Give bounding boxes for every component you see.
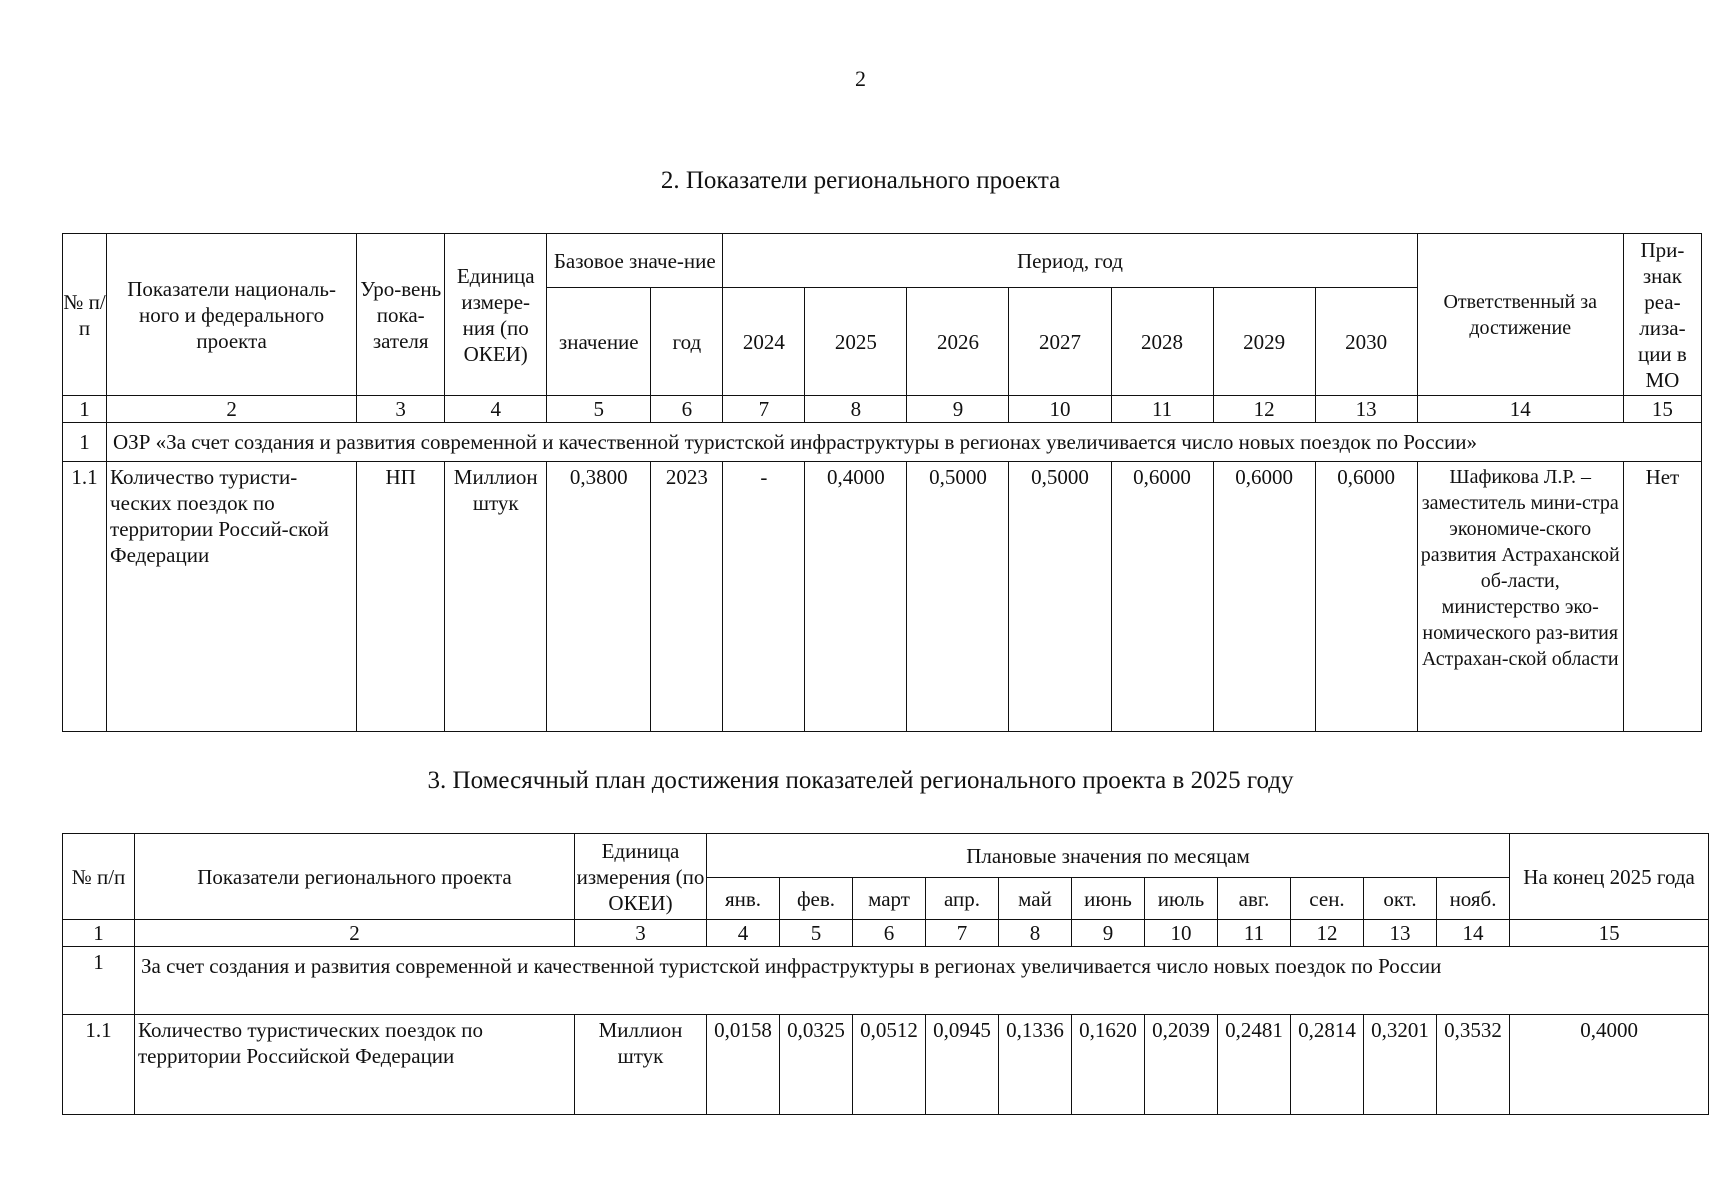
column-number: 6: [651, 396, 723, 423]
column-number: 14: [1417, 396, 1623, 423]
column-number: 8: [999, 920, 1072, 947]
header-month: окт.: [1364, 878, 1437, 920]
column-number: 5: [780, 920, 853, 947]
header-unit: Единица измере-ния (по ОКЕИ): [445, 234, 547, 396]
header-indicators: Показатели националь-ного и федерального проекта: [107, 234, 357, 396]
header-month: нояб.: [1437, 878, 1510, 920]
column-number: 13: [1364, 920, 1437, 947]
header-month: июль: [1145, 878, 1218, 920]
header-unit: Единица измерения (по ОКЕИ): [575, 834, 707, 920]
goal-row-num: 1: [63, 423, 107, 462]
section-2-title: 2. Показатели регионального проекта: [660, 167, 1061, 194]
header-year: 2030: [1315, 288, 1417, 396]
column-number: 5: [547, 396, 651, 423]
header-base: Базовое значе-ние: [547, 234, 723, 288]
column-number: 6: [853, 920, 926, 947]
year-value: 0,6000: [1111, 462, 1213, 732]
column-number: 3: [357, 396, 445, 423]
header-month: сен.: [1291, 878, 1364, 920]
header-mo-flag: При-знак реа-лиза-ции в МО: [1623, 234, 1701, 396]
row-num: 1.1: [63, 1015, 135, 1115]
column-number: 9: [1072, 920, 1145, 947]
month-value: 0,1620: [1072, 1015, 1145, 1115]
year-value: 0,6000: [1213, 462, 1315, 732]
header-period: Период, год: [723, 234, 1417, 288]
month-value: 0,3201: [1364, 1015, 1437, 1115]
header-indicators: Показатели регионального проекта: [135, 834, 575, 920]
column-number: 15: [1510, 920, 1709, 947]
indicator-unit: Миллион штук: [445, 462, 547, 732]
month-value: 0,2481: [1218, 1015, 1291, 1115]
goal-row-text: ОЗР «За счет создания и развития современной и качественной туристской инфраструктуры в регионах увеличивается число новых поездок по России»: [107, 423, 1702, 462]
header-month: июнь: [1072, 878, 1145, 920]
goal-row-num: 1: [63, 947, 135, 1015]
year-value: 0,4000: [805, 462, 907, 732]
header-year: 2029: [1213, 288, 1315, 396]
column-number: 11: [1218, 920, 1291, 947]
indicator-name: Количество туристических поездок по территории Российской Федерации: [135, 1015, 575, 1115]
column-number: 10: [1145, 920, 1218, 947]
header-num: № п/п: [63, 834, 135, 920]
column-number: 12: [1213, 396, 1315, 423]
column-number: 1: [63, 396, 107, 423]
column-number: 9: [907, 396, 1009, 423]
year-value: -: [723, 462, 805, 732]
column-number: 2: [107, 396, 357, 423]
header-month: март: [853, 878, 926, 920]
header-year: 2025: [805, 288, 907, 396]
header-base-value: значение: [547, 288, 651, 396]
header-level: Уро-вень пока-зателя: [357, 234, 445, 396]
month-value: 0,3532: [1437, 1015, 1510, 1115]
table-row: [63, 462, 1702, 732]
year-end-value: 0,4000: [1510, 1015, 1709, 1115]
page-number: 2: [855, 66, 866, 91]
column-number: 15: [1623, 396, 1701, 423]
year-value: 0,6000: [1315, 462, 1417, 732]
header-month: май: [999, 878, 1072, 920]
header-num: № п/п: [63, 234, 107, 396]
year-value: 0,5000: [907, 462, 1009, 732]
header-month: фев.: [780, 878, 853, 920]
header-monthly: Плановые значения по месяцам: [707, 834, 1510, 878]
month-value: 0,2039: [1145, 1015, 1218, 1115]
header-year: 2026: [907, 288, 1009, 396]
column-number: 11: [1111, 396, 1213, 423]
header-year-end: На конец 2025 года: [1510, 834, 1709, 920]
month-value: 0,2814: [1291, 1015, 1364, 1115]
row-num: 1.1: [63, 462, 107, 732]
goal-row-text: За счет создания и развития современной и качественной туристской инфраструктуры в регионах увеличивается число новых поездок по России: [135, 947, 1709, 1015]
column-number: 14: [1437, 920, 1510, 947]
header-responsible: Ответственный за достижение: [1417, 234, 1623, 396]
month-value: 0,0158: [707, 1015, 780, 1115]
table-row: [63, 1015, 1709, 1115]
column-number: 3: [575, 920, 707, 947]
monthly-plan-table: [62, 833, 1709, 1115]
column-number: 13: [1315, 396, 1417, 423]
base-value: 0,3800: [547, 462, 651, 732]
column-number: 7: [926, 920, 999, 947]
month-value: 0,1336: [999, 1015, 1072, 1115]
column-number: 8: [805, 396, 907, 423]
year-value: 0,5000: [1009, 462, 1111, 732]
base-year: 2023: [651, 462, 723, 732]
mo-flag: Нет: [1623, 462, 1701, 732]
section-3-title: 3. Помесячный план достижения показателей регионального проекта в 2025 году: [427, 767, 1294, 794]
column-number: 10: [1009, 396, 1111, 423]
header-month: апр.: [926, 878, 999, 920]
column-number: 7: [723, 396, 805, 423]
column-number: 4: [707, 920, 780, 947]
column-number: 1: [63, 920, 135, 947]
indicator-unit: Миллион штук: [575, 1015, 707, 1115]
responsible: Шафикова Л.Р. – заместитель мини-стра экономиче-ского развития Астраханской об-ласти, министерство эко-номического раз-вития Астрахан-ской области: [1417, 462, 1623, 732]
month-value: 0,0512: [853, 1015, 926, 1115]
column-number: 4: [445, 396, 547, 423]
header-month: янв.: [707, 878, 780, 920]
header-base-year: год: [651, 288, 723, 396]
indicator-name: Количество туристи-ческих поездок по территории Россий-ской Федерации: [107, 462, 357, 732]
header-year: 2028: [1111, 288, 1213, 396]
header-year: 2027: [1009, 288, 1111, 396]
indicator-level: НП: [357, 462, 445, 732]
header-month: авг.: [1218, 878, 1291, 920]
month-value: 0,0325: [780, 1015, 853, 1115]
regional-indicators-table: [62, 233, 1702, 732]
column-number: 2: [135, 920, 575, 947]
month-value: 0,0945: [926, 1015, 999, 1115]
column-number: 12: [1291, 920, 1364, 947]
header-year: 2024: [723, 288, 805, 396]
